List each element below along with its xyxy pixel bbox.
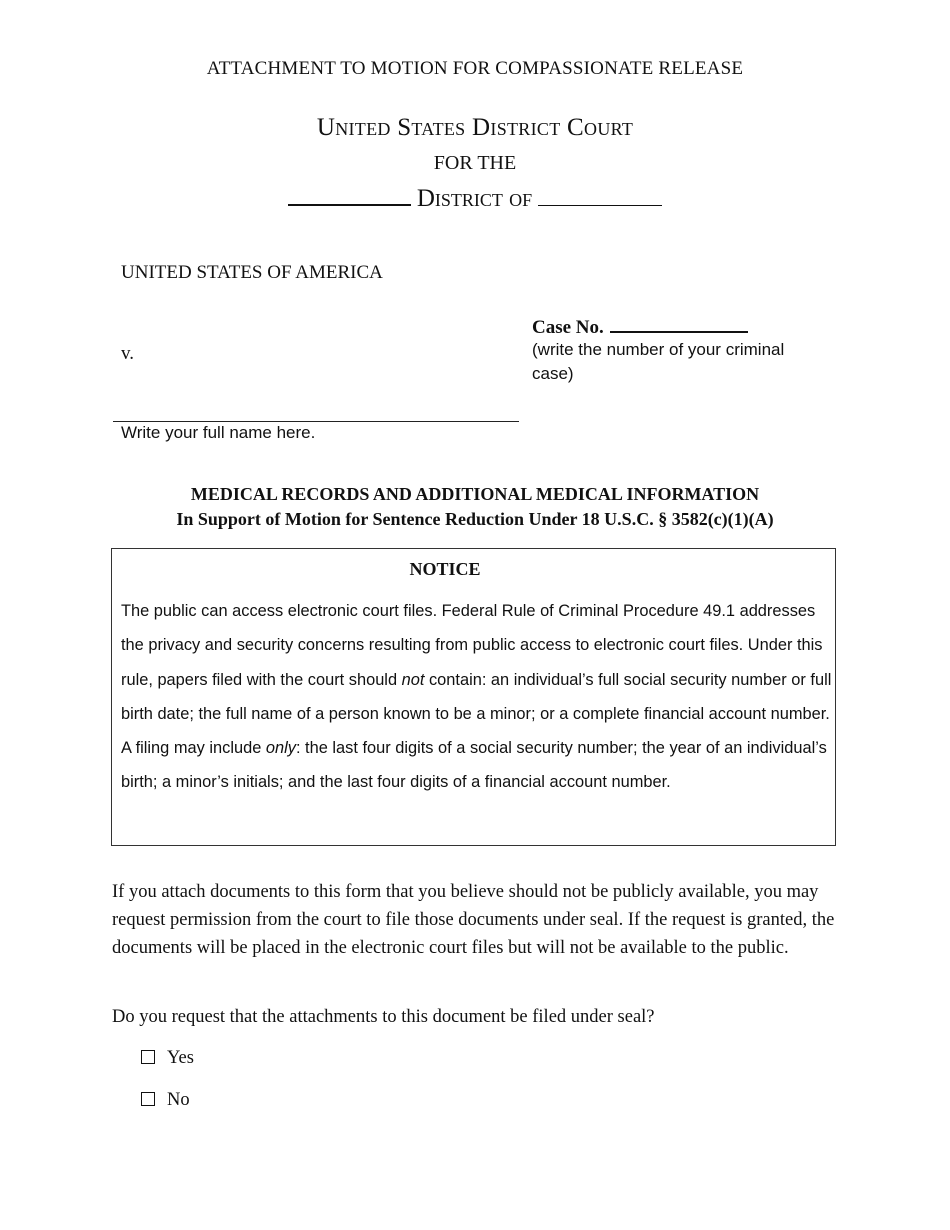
defendant-name-line[interactable] [113,421,519,422]
document-title-line1: MEDICAL RECORDS AND ADDITIONAL MEDICAL INFORMATION [190,484,760,504]
case-number-label: Case No. [532,317,604,338]
notice-text-part2: contain: an individual’s full social security number or full birth date; the full name of a person known to be a minor; or a complete financial account number. A filing may include [121,670,832,758]
document-title [0,482,950,532]
plaintiff-name: UNITED STATES OF AMERICA [121,262,383,283]
case-number-hint: (write the number of your criminal case) [532,340,785,383]
seal-explanation: If you attach documents to this form that you believe should not be publicly available, you may request permission from the court to file those documents under seal. If the request is granted, the documents will be placed in the electronic court files but will not be available to the public. [112,882,835,958]
case-number-field [532,313,748,339]
case-number-blank[interactable] [610,313,748,333]
district-of-label: District of [416,185,533,212]
attachment-heading: ATTACHMENT TO MOTION FOR COMPASSIONATE RELEASE [206,58,744,79]
notice-emphasis-only: only [265,739,296,758]
district-state-blank[interactable] [538,185,662,206]
seal-question: Do you request that the attachments to this document be filed under seal? [112,1007,655,1027]
seal-option-no[interactable] [141,1090,190,1111]
defendant-name-hint: Write your full name here. [121,423,316,442]
notice-text-part1: The public can access electronic court files. Federal Rule of Criminal Procedure 49.1 addresses the privacy and security concerns resulting from public access to electronic court files. Under this rule, papers filed with the court should [121,602,823,689]
court-name: United States District Court [316,114,634,141]
district-line [0,184,950,213]
district-name-blank[interactable] [288,184,411,206]
notice-title: NOTICE [409,559,481,579]
versus-label: v. [121,343,135,364]
seal-option-yes[interactable] [141,1048,194,1069]
notice-emphasis-not: not [401,670,425,689]
document-title-line2: In Support of Motion for Sentence Reduction Under 18 U.S.C. § 3582(c)(1)(A) [176,509,774,529]
seal-option-yes-label: Yes [167,1048,194,1068]
court-for-the: FOR THE [433,152,517,174]
notice-box [111,548,836,846]
checkbox-no[interactable] [141,1092,155,1106]
notice-text [121,594,833,800]
seal-option-no-label: No [167,1090,190,1110]
checkbox-yes[interactable] [141,1050,155,1064]
notice-text-part3: : the last four digits of a social security number; the year of an individual’s birth; a minor’s initials; and the last four digits of a financial account number. [121,739,827,792]
